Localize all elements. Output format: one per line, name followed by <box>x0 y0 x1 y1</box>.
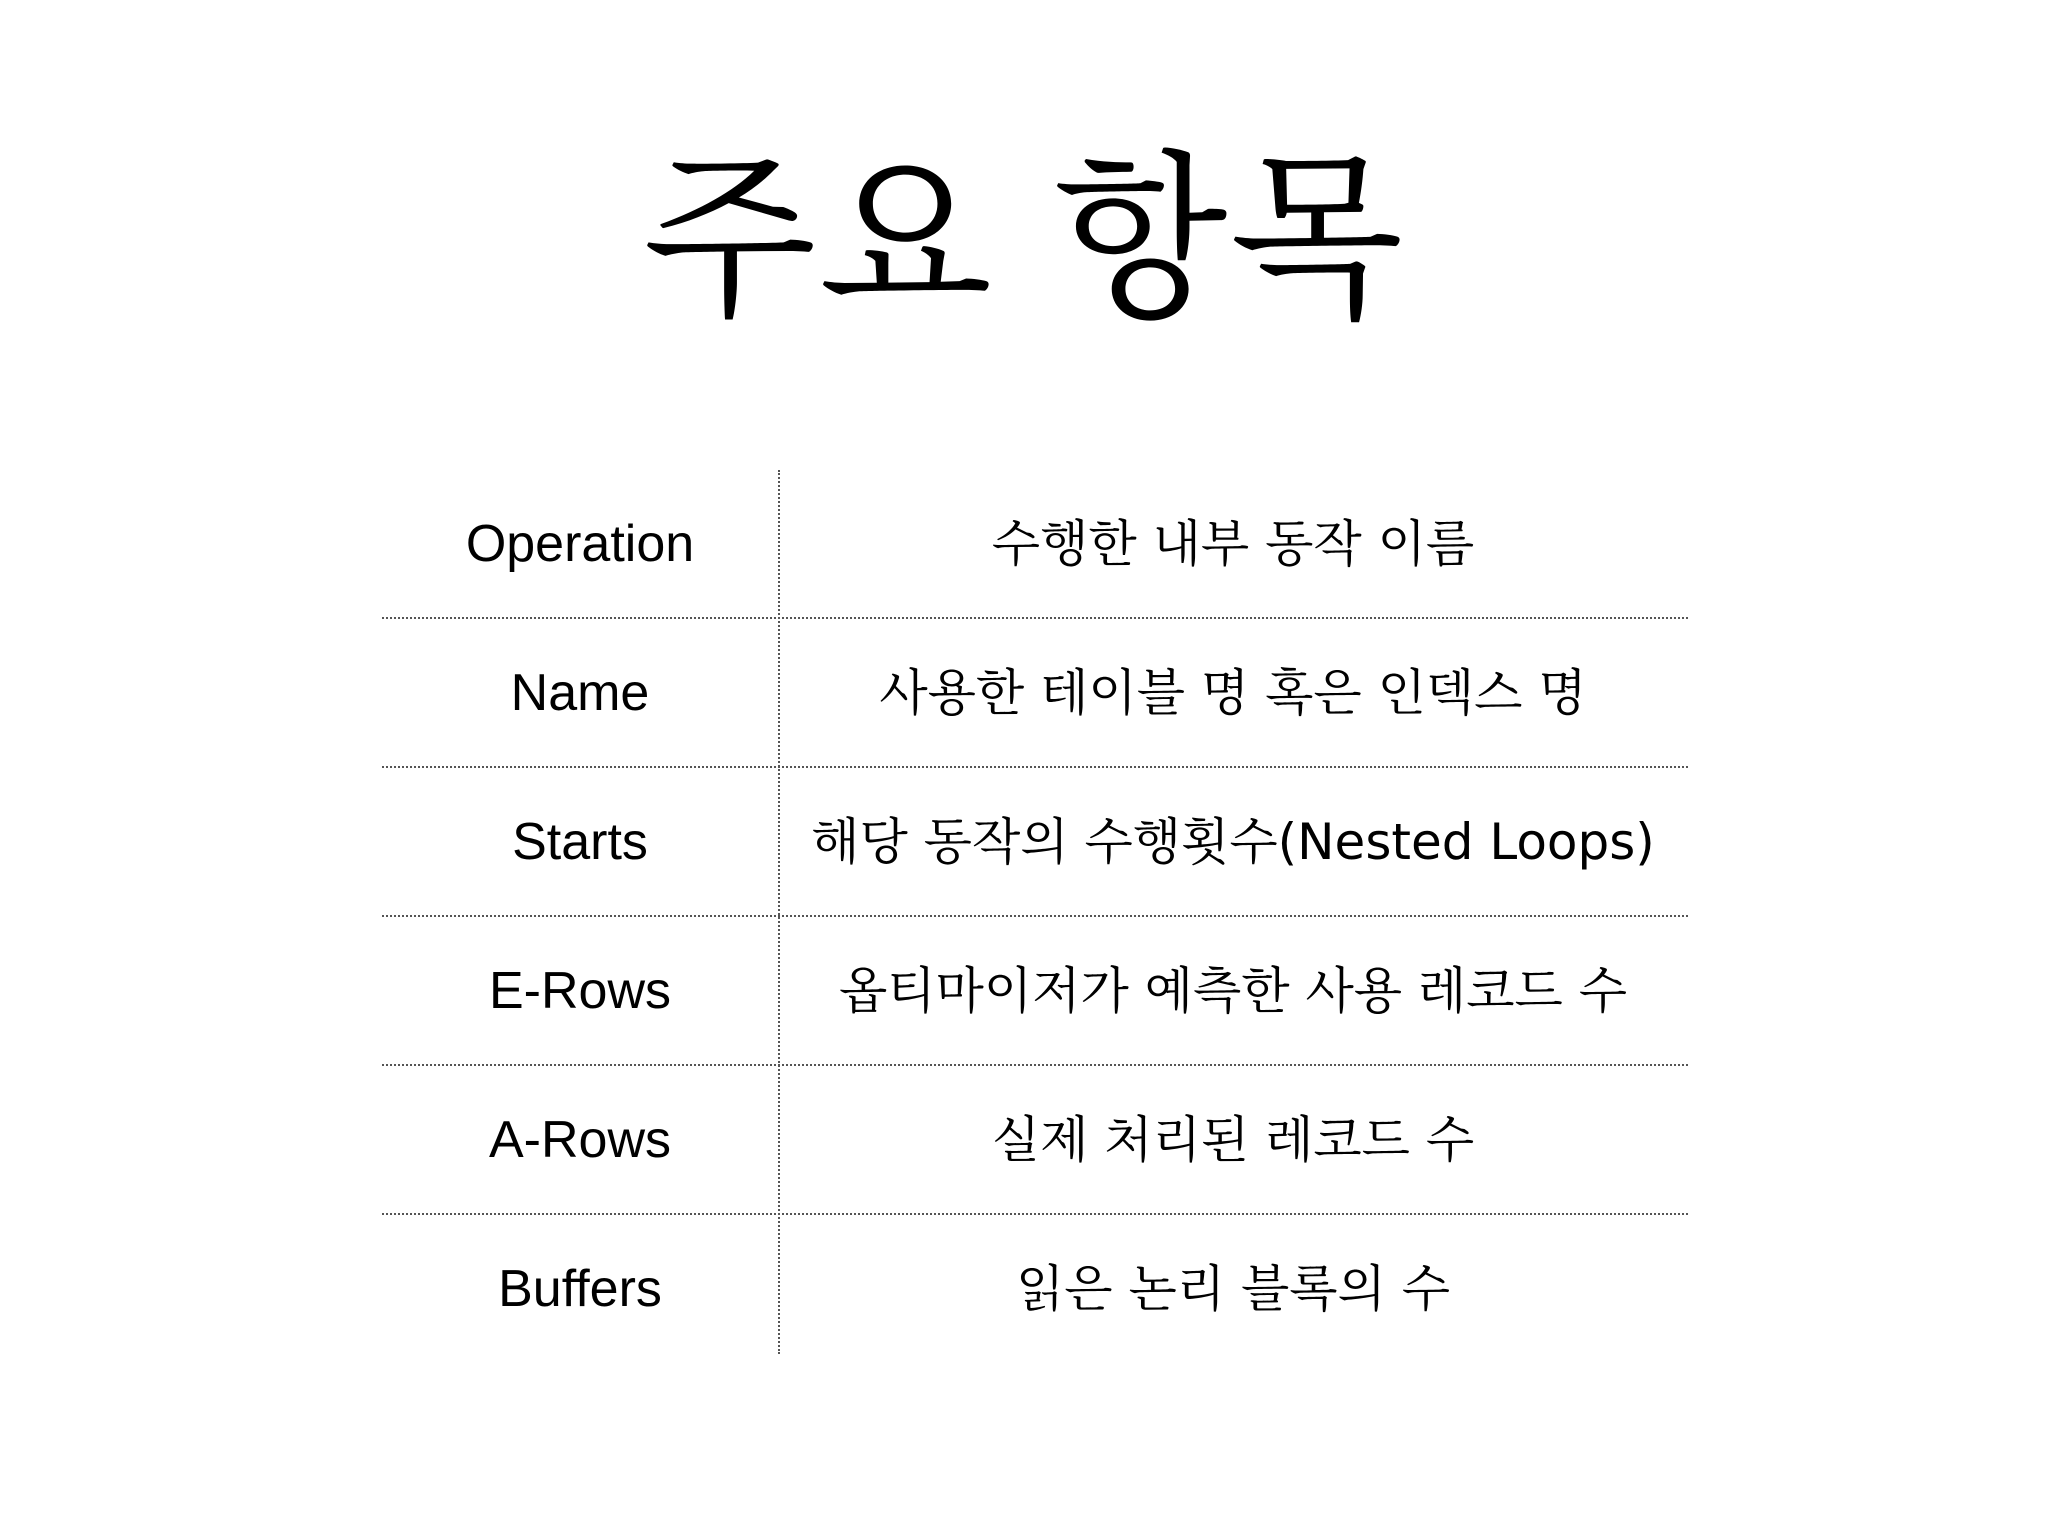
table-row <box>382 619 1688 768</box>
term-cell: Operation <box>465 514 695 573</box>
table-row <box>382 768 1688 917</box>
term-cell: Starts <box>512 812 648 871</box>
description-cell: 옵티마이저가 예측한 사용 레코드 수 <box>838 961 1628 1020</box>
description-cell: 실제 처리된 레코드 수 <box>991 1110 1475 1169</box>
definition-table <box>382 470 1688 1362</box>
term-cell: Buffers <box>498 1259 662 1318</box>
description-cell: 수행한 내부 동작 이름 <box>991 514 1475 573</box>
table-row <box>382 1066 1688 1215</box>
term-cell: Name <box>510 663 650 722</box>
description-cell: 해당 동작의 수행횟수(Nested Loops) <box>811 812 1655 871</box>
table-row <box>382 917 1688 1066</box>
table-row <box>382 1215 1688 1362</box>
description-cell: 사용한 테이블 명 혹은 인덱스 명 <box>879 663 1587 722</box>
term-cell: E-Rows <box>488 961 672 1020</box>
description-cell: 읽은 논리 블록의 수 <box>1015 1259 1451 1318</box>
slide-title: 주요 항목 <box>642 135 1406 344</box>
term-cell: A-Rows <box>488 1110 672 1169</box>
table-row <box>382 470 1688 619</box>
